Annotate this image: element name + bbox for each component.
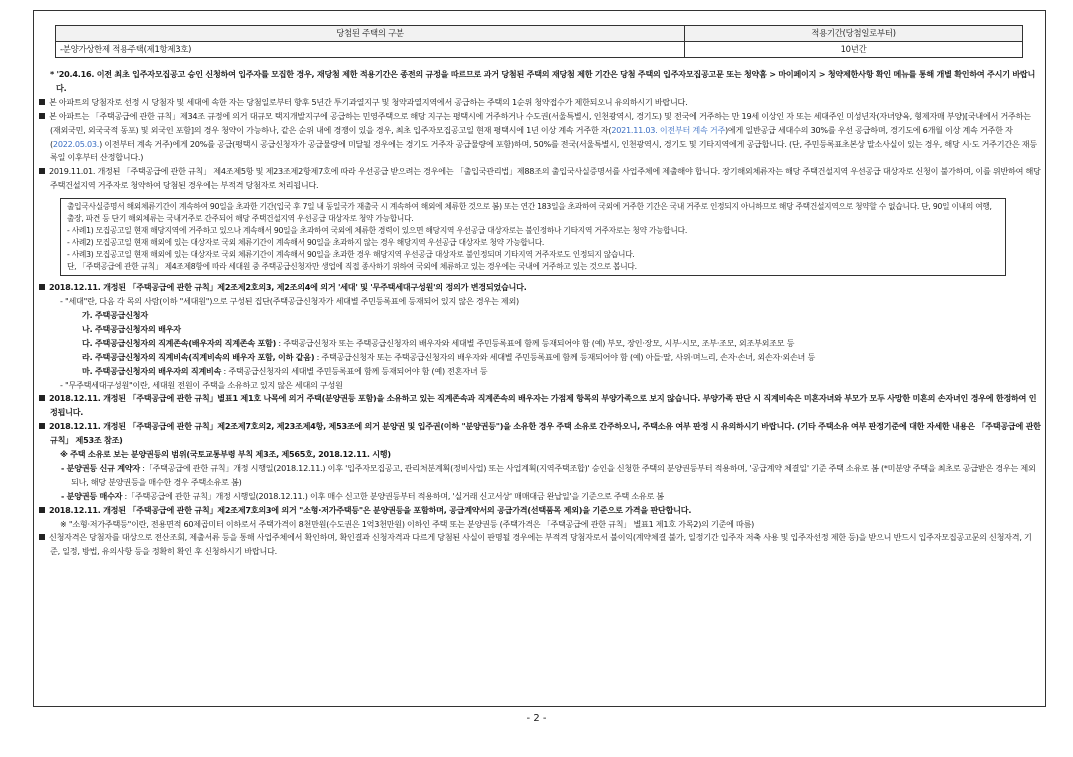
presale-detail: - 분양권등 매수자 :「주택공급에 관한 규칙」개정 시행일(2018.12.11.) 이후 매수 신고한 분양권등부터 적용하며, '실거래 신고서상' 매매대금 완납일'을 기준으로 주택 소유로 봄 [61,490,664,501]
bullet-text: )에게 일반공급 세대수의 30%를 우선 공급하며, 경기도에 6개월 이상 계속 거주한 자( [50,124,1013,149]
square-bullet-icon [39,395,45,401]
bullet-item [38,504,1041,518]
bullet-text: 본 아파트의 당첨자로 선정 시 당첨자 및 세대에 속한 자는 당첨일로부터 향후 5년간 투기과열지구 및 청약과열지역에서 공급하는 주택의 1순위 청약접수가 제한되오니 유의하시기 바랍니다. [49,96,688,107]
page-content [34,11,1045,706]
square-bullet-icon [39,423,45,429]
bullet-text: 본 아파트는 「주택공급에 관한 규칙」제34조 규정에 의거 대규모 택지개발지구에 공급하는 민영주택으로 해당 지구는 평택시에 거주하거나 수도권(서울특별시, 인천광역시, 경기도) 및 전국에 거주하는 만 19세 이상인 자 또는 세대주인 미성년자(자녀양육, 형제자매 부양)[국내에서 거주하는(재외국민, 외국국적 동포) 및 외국인 포함]의 경우 청약이 가능하나, 같은 순위 내에 경쟁이 있을 경우, 최초 입주자모집공고일 현재 평택시에 1년 이상 계속 거주한 자( [49,110,1031,135]
box-line: 출입국사실증명서 해외체류기간이 계속하여 90일을 초과한 기간(입국 후 7일 내 동일국가 재출국 시 계속하여 해외에 체류한 것으로 봄) 또는 연간 183일을 초과하여 국외에 거주한 기간은 국내 거주로 인정되지 아니하므로 해당 주택건설지역으로 청약할 수 없습니다. 단, 90일 이내의 여행, 출장, 파견 등 단기 해외체류는 국내거주로 간주되어 해당 주택건설지역 우선공급 대상자로 청약 가능합니다. [67,202,992,224]
square-bullet-icon [39,284,45,290]
presale-detail: - 분양권등 신규 계약자 :「주택공급에 관한 규칙」개정 시행일(2018.12.11.) 이후 '입주자모집공고, 관리처분계획(정비사업) 또는 사업계획(지역주택조합)' 승인을 신청한 주택의 분양권등부터 적용하며, '공급계약 체결일' 기준 주택 소유로 봄 (*미분양 주택을 최초로 공급받은 경우는 제외되나, 해당 분양권등을 매수한 경우 주택소유로 봄) [61,462,1036,487]
box-line: - 사례2) 모집공고일 현재 해외에 있는 대상자로 국외 체류기간이 계속해서 90일을 초과하지 않는 경우 해당지역 우선공급 대상자로 청약 가능합니다. [67,238,545,248]
table-header-type: 당첨된 주택의 구분 [56,26,685,42]
square-bullet-icon [39,534,45,540]
residence-date-highlight: 2021.11.03. 이전부터 계속 거주 [611,124,726,135]
bullet-item [38,531,1041,559]
presale-scope-note: ※ 주택 소유로 보는 분양권등의 범위(국토교통부령 부칙 제3조, 제565호, 2018.12.11. 시행) [60,449,391,460]
box-line: - 사례3) 모집공고일 현재 해외에 있는 대상자로 국외 체류기간이 계속해서 90일을 초과한 경우 해당지역 우선공급 대상자로 불인정되며 기타지역 거주자로도 인정되지 않습니다. [67,250,635,260]
household-definition: - "세대"란, 다음 각 목의 사람(이하 "세대원")으로 구성된 집단(주택공급신청자가 세대별 주민등록표에 등재되어 있지 않은 경우는 제외) [60,296,519,307]
overseas-stay-box [60,198,1006,276]
bullet-item [38,392,1041,420]
square-bullet-icon [39,113,45,119]
bullet-item [38,96,1041,110]
bullet-item [38,110,1041,166]
square-bullet-icon [39,507,45,513]
bullet-item [38,420,1041,448]
household-member-item: 가. 주택공급신청자 [82,309,148,320]
bullet-item [38,281,1041,295]
square-bullet-icon [39,99,45,105]
reapplication-period-table [55,25,1023,58]
box-line: - 사례1) 모집공고일 현재 해당지역에 거주하고 있으나 계속해서 90일을 초과하여 국외에 체류한 경력이 있으면 해당지역 우선공급 대상자로는 불인정하나 기타지역 거주자로는 청약 가능합니다. [67,226,688,236]
bullet-text: 2019.11.01. 개정된 「주택공급에 관한 규칙」 제4조제5항 및 제23조제2항제7호에 따라 우선공급 받으려는 경우에는 「출입국관리법」제88조의 출입국사실증명서를 사업주체에 제출해야 합니다. 장기해외체류자는 해당 주택건설지역 우선공급 대상자로 신청이 불가하며, 이를 위반하여 해당 주택건설지역 거주자로 청약하여 당첨된 경우에는 부적격 당첨자로 처리됩니다. [49,166,1041,191]
notice-body [38,68,1041,559]
bullet-text: 2018.12.11. 개정된 「주택공급에 관한 규칙」별표1 제1호 나목에 의거 주택(분양권등 포함)을 소유하고 있는 직계존속과 직계존속의 배우자는 가점제 항목의 부양가족으로 보지 않습니다. 부양가족 판단 시 직계비속은 미혼자녀와 부모가 모두 사망한 미혼의 손자녀인 경우에 한정하여 인정됩니다. [49,393,1037,418]
bullet-text: 2018.12.11. 개정된 「주택공급에 관한 규칙」제2조제7호의2, 제23조제4항, 제53조에 의거 분양권 및 입주권(이하 "분양권등")을 소유한 경우 주택 소유로 간주하오니, 주택소유 여부 판정 시 유의하시기 바랍니다. (기타 주택소유 여부 판정기준에 대한 자세한 내용은 「주택공급에 관한 규칙」 제53조 참조) [49,421,1041,446]
table-header-period: 적용기간(당첨일로부터) [685,26,1023,42]
bullet-text: ) 이전부터 계속 거주)에게 20%를 공급(평택시 공급신청자가 공급물량에 미달될 경우에는 경기도 거주자 공급물량에 포함)하며, 50%를 전국(서울특별시, 인천광역시, 경기도 및 기타지역에게 공급합니다. (단, 주민등록표초본상 말소사실이 있는 경우, 해당 시·도 거주기간은 재등록일 이후부터 산정합니다.) [50,138,1037,163]
table-cell-type: -분양가상한제 적용주택(제1항제3호) [56,42,685,58]
bullet-text: 신청자격은 당첨자를 대상으로 전산조회, 제출서류 등을 통해 사업주체에서 확인하며, 확인결과 신청자격과 다르게 당첨된 사실이 판명될 경우에는 부적격 당첨자로서 불이익(계약체결 불가, 일정기간 입주자 저축 사용 및 입주자선정 제한 등)을 받으니 반드시 입주자모집공고문의 신청자격, 기준, 일정, 방법, 유의사항 등을 정확히 확인 후 신청하시기 바랍니다. [49,532,1032,557]
page-number: - 2 - [526,713,547,724]
small-low-price-note: ※ "소형·저가주택등"이란, 전용면적 60제곱미터 이하로서 주택가격이 8천만원(수도권은 1억3천만원) 이하인 주택 또는 분양권등 (주택가격은 「주택공급에 관한 규칙」 별표1 제1호 가목2)의 기준에 따름) [60,518,755,529]
residence-date-highlight: 2022.05.03. [52,138,100,149]
bullet-item [38,165,1041,193]
box-line: 단, 「주택공급에 관한 규칙」 제4조제8항에 따라 세대원 중 주택공급신청자만 생업에 직접 종사하기 위하여 국외에 체류하고 있는 경우에는 국내에 거주하고 있는 것으로 봅니다. [67,262,637,272]
household-member-item: 다. 주택공급신청자의 직계존속(배우자의 직계존속 포함) : 주택공급신청자 또는 주택공급신청자의 배우자와 세대별 주민등록표에 함께 등재되어야 함 (예) 부모, 장인·장모, 시부·시모, 조부·조모, 외조부외조모 등 [82,337,795,348]
table-header-row [56,26,1023,42]
household-member-item: 마. 주택공급신청자의 배우자의 직계비속 : 주택공급신청자의 세대별 주민등록표에 함께 등재되어야 함 (예) 전혼자녀 등 [82,365,488,376]
square-bullet-icon [39,168,45,174]
bullet-text: 2018.12.11. 개정된 「주택공급에 관한 규칙」제2조제2호의3, 제2조의4에 의거 '세대' 및 '무주택세대구성원'의 정의가 변경되었습니다. [49,282,527,293]
reapplication-note: * '20.4.16. 이전 최초 입주자모집공고 승인 신청하여 입주자를 모집한 경우, 재당첨 제한 적용기간은 종전의 규정을 따르므로 과거 당첨된 주택의 재당첨 제한 기간은 당첨 주택의 입주자모집공고문 또는 청약홈 > 마이페이지 > 청약제한사항 확인 메뉴를 통해 개별 확인하여 주시기 바랍니다. [50,69,1036,93]
table-row [56,42,1023,58]
household-member-item: 나. 주택공급신청자의 배우자 [82,323,181,334]
household-member-item: 라. 주택공급신청자의 직계비속(직계비속의 배우자 포함, 이하 같음) : 주택공급신청자 또는 주택공급신청자의 배우자와 세대별 주민등록표에 함께 등재되어야 함 (예) 아들·딸, 사위·며느리, 손자·손녀, 외손자·외손녀 등 [82,351,816,362]
bullet-text: 2018.12.11. 개정된 「주택공급에 관한 규칙」제2조제7호의3에 의거 "소형·저가주택등"은 분양권등을 포함하며, 공급계약서의 공급가격(선택품목 제외)을 기준으로 가격을 판단합니다. [49,504,692,515]
homeless-member-definition: - "무주택세대구성원"이란, 세대원 전원이 주택을 소유하고 있지 않은 세대의 구성원 [60,379,343,390]
table-cell-period: 10년간 [685,42,1023,58]
